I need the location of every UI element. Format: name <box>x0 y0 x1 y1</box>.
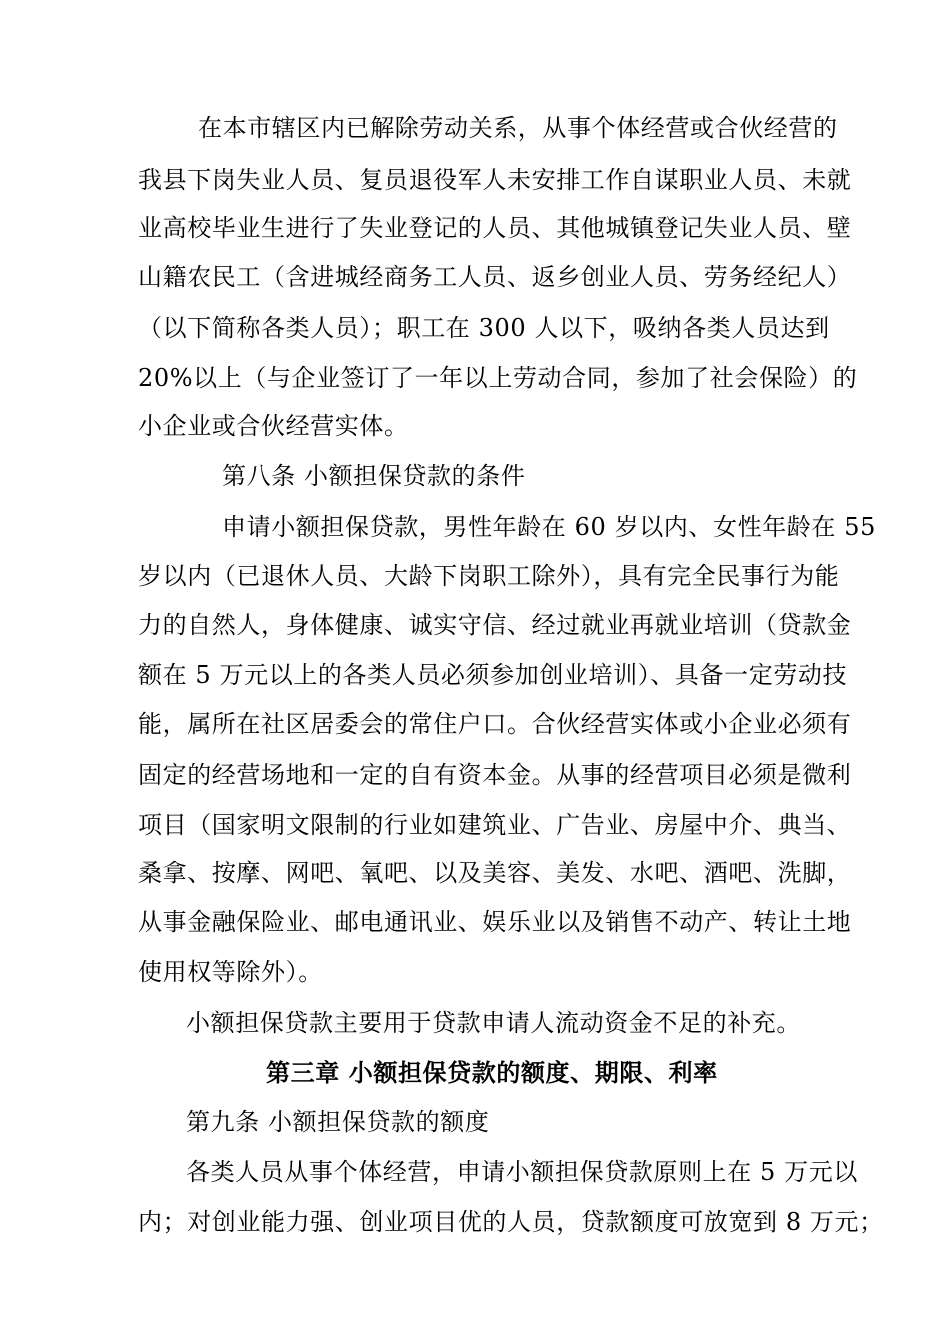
text-line: 在本市辖区内已解除劳动关系，从事个体经营或合伙经营的 <box>198 114 838 142</box>
text-line: 桑拿、按摩、网吧、氧吧、以及美容、美发、水吧、酒吧、洗脚， <box>138 859 852 887</box>
text-line: 从事金融保险业、邮电通讯业、娱乐业以及销售不动产、转让土地 <box>138 908 852 936</box>
text-line: 20%以上（与企业签订了一年以上劳动合同，参加了社会保险）的 <box>138 364 858 392</box>
text-line: （以下简称各类人员）；职工在 300 人以下，吸纳各类人员达到 <box>138 314 830 342</box>
text-line: 力的自然人，身体健康、诚实守信、经过就业再就业培训（贷款金 <box>138 611 852 639</box>
article-heading: 第八条 小额担保贷款的条件 <box>222 462 526 490</box>
text-line: 各类人员从事个体经营，申请小额担保贷款原则上在 5 万元以 <box>186 1158 858 1186</box>
text-line: 项目（国家明文限制的行业如建筑业、广告业、房屋中介、典当、 <box>138 811 852 839</box>
article-heading: 第九条 小额担保贷款的额度 <box>186 1108 490 1136</box>
text-line: 岁以内（已退休人员、大龄下岗职工除外），具有完全民事行为能 <box>138 562 840 590</box>
text-line: 固定的经营场地和一定的自有资本金。从事的经营项目必须是微利 <box>138 761 852 789</box>
text-line: 申请小额担保贷款，男性年龄在 60 岁以内、女性年龄在 55 <box>222 513 876 541</box>
chapter-heading: 第三章 小额担保贷款的额度、期限、利率 <box>266 1059 718 1087</box>
text-line: 使用权等除外）。 <box>138 958 323 986</box>
text-line: 我县下岗失业人员、复员退役军人未安排工作自谋职业人员、未就 <box>138 166 852 194</box>
text-line: 山籍农民工（含进城经商务工人员、返乡创业人员、劳务经纪人） <box>138 263 852 291</box>
text-line: 小额担保贷款主要用于贷款申请人流动资金不足的补充。 <box>186 1009 801 1037</box>
text-line: 能，属所在社区居委会的常住户口。合伙经营实体或小企业必须有 <box>138 710 852 738</box>
text-line: 小企业或合伙经营实体。 <box>138 412 409 440</box>
text-line: 业高校毕业生进行了失业登记的人员、其他城镇登记失业人员、壁 <box>138 214 852 242</box>
text-line: 额在 5 万元以上的各类人员必须参加创业培训）、具备一定劳动技 <box>138 661 848 689</box>
text-line: 内；对创业能力强、创业项目优的人员，贷款额度可放宽到 8 万元； <box>138 1208 884 1236</box>
